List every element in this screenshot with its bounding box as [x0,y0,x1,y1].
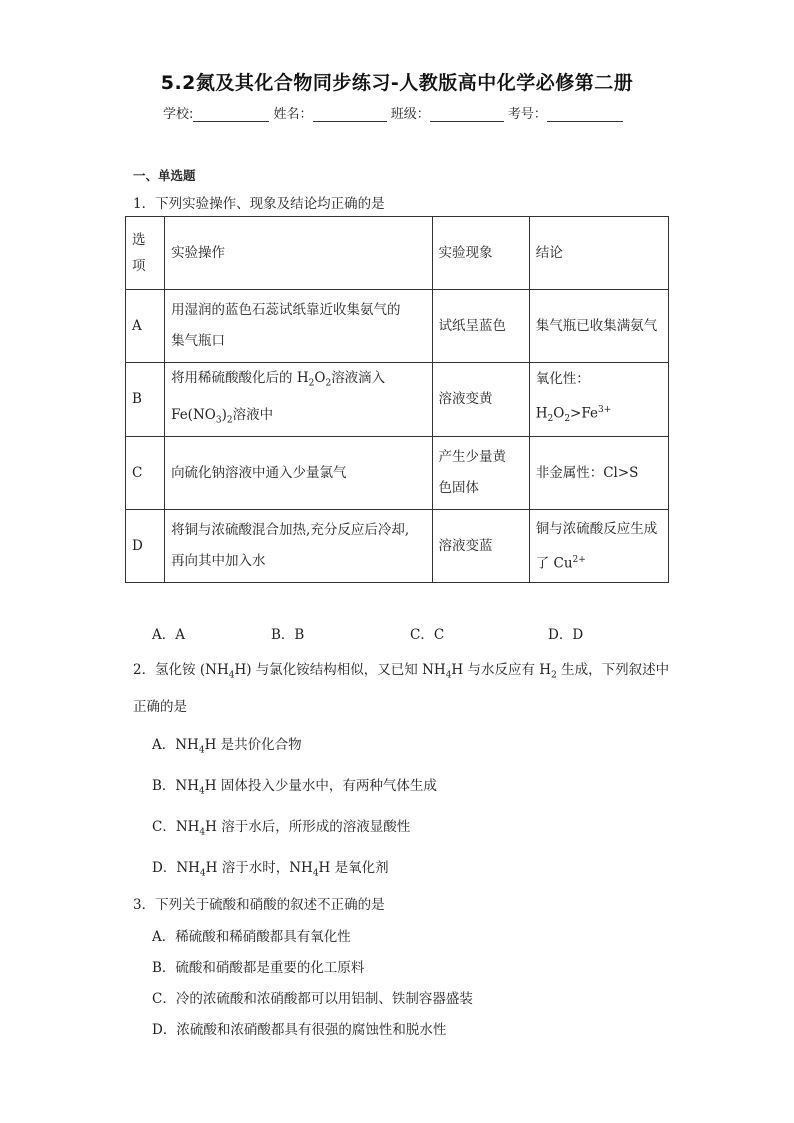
question-3-stem: 3．下列关于硫酸和硝酸的叙述不正确的是 [133,897,385,913]
header-option: 选 项 [126,217,165,290]
row-operation: 向硫化钠溶液中通入少量氯气 [165,437,432,510]
q2-option-c[interactable]: C．$NH_4H$ 溶于水后，所形成的溶液显酸性 [152,819,411,838]
row-conclusion: 集气瓶已收集满氨气 [529,290,668,363]
row-option: B [126,363,165,437]
row-option: A [126,290,165,363]
row-operation: 用湿润的蓝色石蕊试纸靠近收集氨气的 集气瓶口 [165,290,432,363]
row-phenomenon: 溶液变黄 [432,363,529,437]
row-operation: 将用稀硫酸酸化后的 $H_2O_2$溶液滴入 $Fe(NO_3)_2$溶液中 [165,363,432,437]
exam-number-label: 考号： [507,107,547,122]
q1-choice-b[interactable]: B．B [271,627,305,643]
q2-option-a[interactable]: A．$NH_4H$ 是共价化合物 [152,737,302,756]
header-operation: 实验操作 [165,217,432,290]
header-conclusion: 结论 [529,217,668,290]
student-info-line [163,103,623,122]
q3-option-c[interactable]: C．冷的浓硫酸和浓硝酸都可以用铝制、铁制容器盛装 [152,991,473,1007]
q3-option-d[interactable]: D．浓硫酸和浓硝酸都具有很强的腐蚀性和脱水性 [152,1022,447,1038]
row-option: D [126,510,165,583]
class-label: 班级： [390,107,430,122]
q2-option-b[interactable]: B．$NH_4H$ 固体投入少量水中，有两种气体生成 [152,778,437,797]
table-row-a [126,290,669,363]
table-row-b [126,363,669,437]
question-2-stem-line2: 正确的是 [133,699,187,715]
q1-choice-d[interactable]: D．D [548,627,584,643]
question-1-stem: 1．下列实验操作、现象及结论均正确的是 [133,196,385,212]
question-2-stem-line1: 2．氢化铵 $(NH_4H)$ 与氯化铵结构相似，又已知 $NH_4H$ 与水反应有 $H_2$ 生成，下列叙述中 [133,662,670,681]
section-heading: 一、单选题 [133,168,196,183]
table-header-row [126,217,669,290]
name-blank[interactable] [313,107,387,122]
class-blank[interactable] [430,107,504,122]
name-label: 姓名： [273,107,313,122]
q3-option-b[interactable]: B．硫酸和硝酸都是重要的化工原料 [152,960,365,976]
q2-option-d[interactable]: D．$NH_4H$ 溶于水时，$NH_4H$ 是氧化剂 [152,860,389,879]
row-phenomenon: 试纸呈蓝色 [432,290,529,363]
row-conclusion: 氧化性：$H_2O_2>Fe^{3+}$ [529,363,668,437]
q1-choice-a[interactable]: A．A [152,627,185,643]
exam-number-blank[interactable] [547,107,623,122]
table-row-c [126,437,669,510]
row-phenomenon: 产生少量黄 色固体 [432,437,529,510]
experiment-table [125,216,669,583]
row-operation: 将铜与浓硫酸混合加热,充分反应后冷却, 再向其中加入水 [165,510,432,583]
q3-option-a[interactable]: A．稀硫酸和稀硝酸都具有氧化性 [152,929,351,945]
school-blank[interactable] [193,107,269,122]
q1-choice-c[interactable]: C．C [410,627,445,643]
school-label: 学校: [163,107,194,122]
row-conclusion: 非金属性：Cl>S [529,437,668,510]
row-conclusion: 铜与浓硫酸反应生成 了 $Cu^{2+}$ [529,510,668,583]
header-phenomenon: 实验现象 [432,217,529,290]
row-option: C [126,437,165,510]
page-title: 5.2氮及其化合物同步练习-人教版高中化学必修第二册 [160,72,634,94]
row-phenomenon: 溶液变蓝 [432,510,529,583]
table-row-d [126,510,669,583]
